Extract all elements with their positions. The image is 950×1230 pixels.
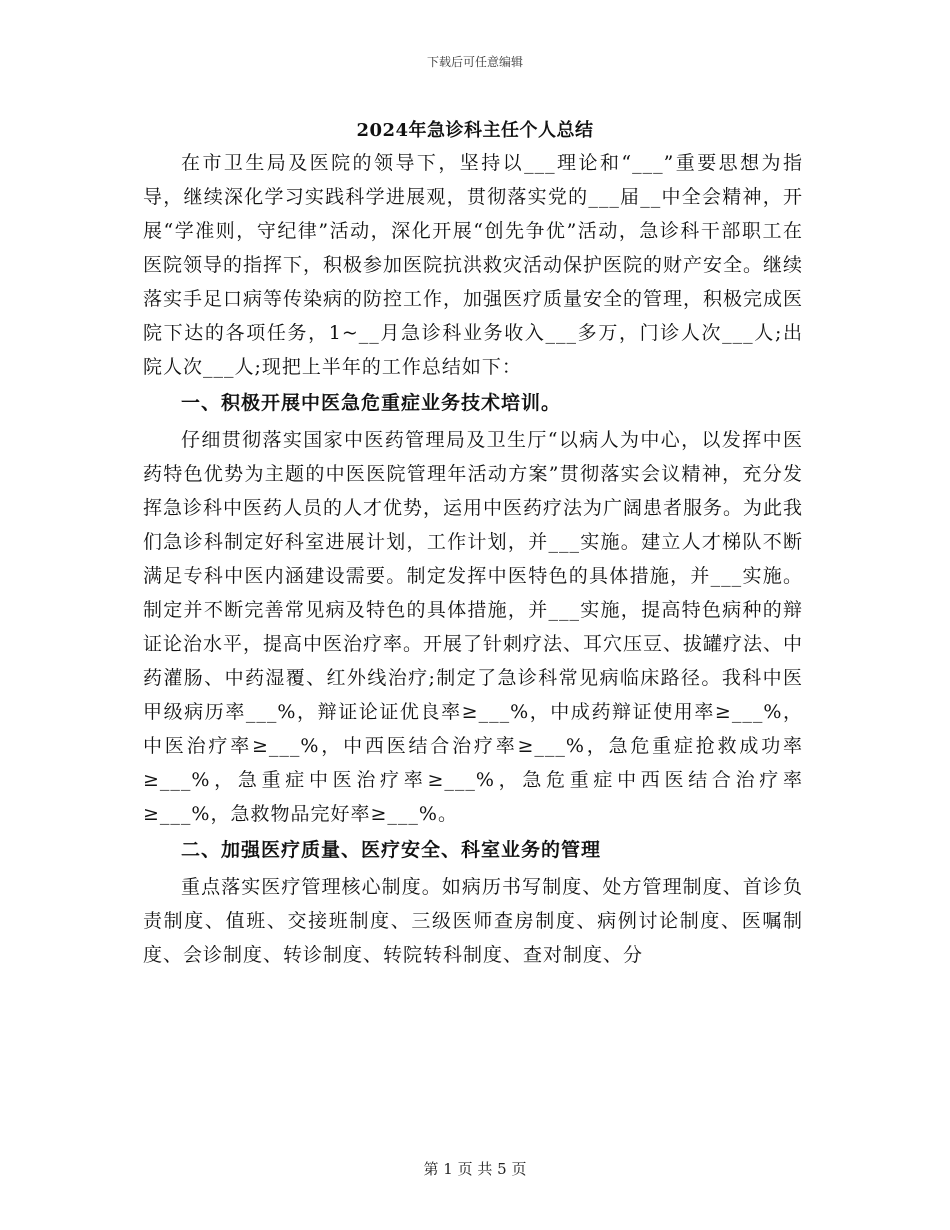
header-note: 下载后可任意编辑 xyxy=(426,55,523,69)
document-title: 2024年急诊科主任个人总结 xyxy=(356,120,594,141)
section-1-paragraph: 仔细贯彻落实国家中医药管理局及卫生厅“以病人为中心，以发挥中医药特色优势为主题的中医医院管理年活动方案”贯彻落实会议精神，充分发挥急诊科中医药人员的人才优势，运用中医药疗法为广阔患者服务。为此我们急诊科制定好科室进展计划，工作计划，并___实施。建立人才梯队不断满足专科中医内涵建设需要。制定发挥中医特色的具体措施，并___实施。制定并不断完善常见病及特色的具体措施，并___实施，提高特色病种的辩证论治水平，提高中医治疗率。开展了针刺疗法、耳穴压豆、拔罐疗法、中药灌肠、中药湿覆、红外线治疗;制定了急诊科常见病临床路径。我科中医甲级病历率___%，辩证论证优良率≥___%，中成药辩证使用率≥___%，中医治疗率≥___%，中西医结合治疗率≥___%，急危重症抢救成功率≥___%，急重症中医治疗率≥___%，急危重症中西医结合治疗率≥___%，急救物品完好率≥___%。 xyxy=(143,429,804,825)
document-body xyxy=(143,146,803,972)
section-2-heading: 二、加强医疗质量、医疗安全、科室业务的管理 xyxy=(181,839,602,861)
intro-paragraph: 在市卫生局及医院的领导下，坚持以___理论和“___”重要思想为指导，继续深化学习实践科学进展观，贯彻落实党的___届__中全会精神，开展“学准则，守纪律”活动，深化开展“创先争优”活动，急诊科干部职工在医院领导的指挥下，积极参加医院抗洪救灾活动保护医院的财产安全。继续落实手足口病等传染病的防控工作，加强医疗质量安全的管理，积极完成医院下达的各项任务，1~__月急诊科业务收入___多万，门诊人次___人;出院人次___人;现把上半年的工作总结如下： xyxy=(143,152,804,378)
section-1-heading: 一、积极开展中医急危重症业务技术培训。 xyxy=(181,392,562,414)
section-2-paragraph: 重点落实医疗管理核心制度。如病历书写制度、处方管理制度、首诊负责制度、值班、交接班制度、三级医师查房制度、病例讨论制度、医嘱制度、会诊制度、转诊制度、转院转科制度、查对制度、分 xyxy=(143,876,803,966)
page-footer: 第 1 页 共 5 页 xyxy=(423,1160,527,1178)
